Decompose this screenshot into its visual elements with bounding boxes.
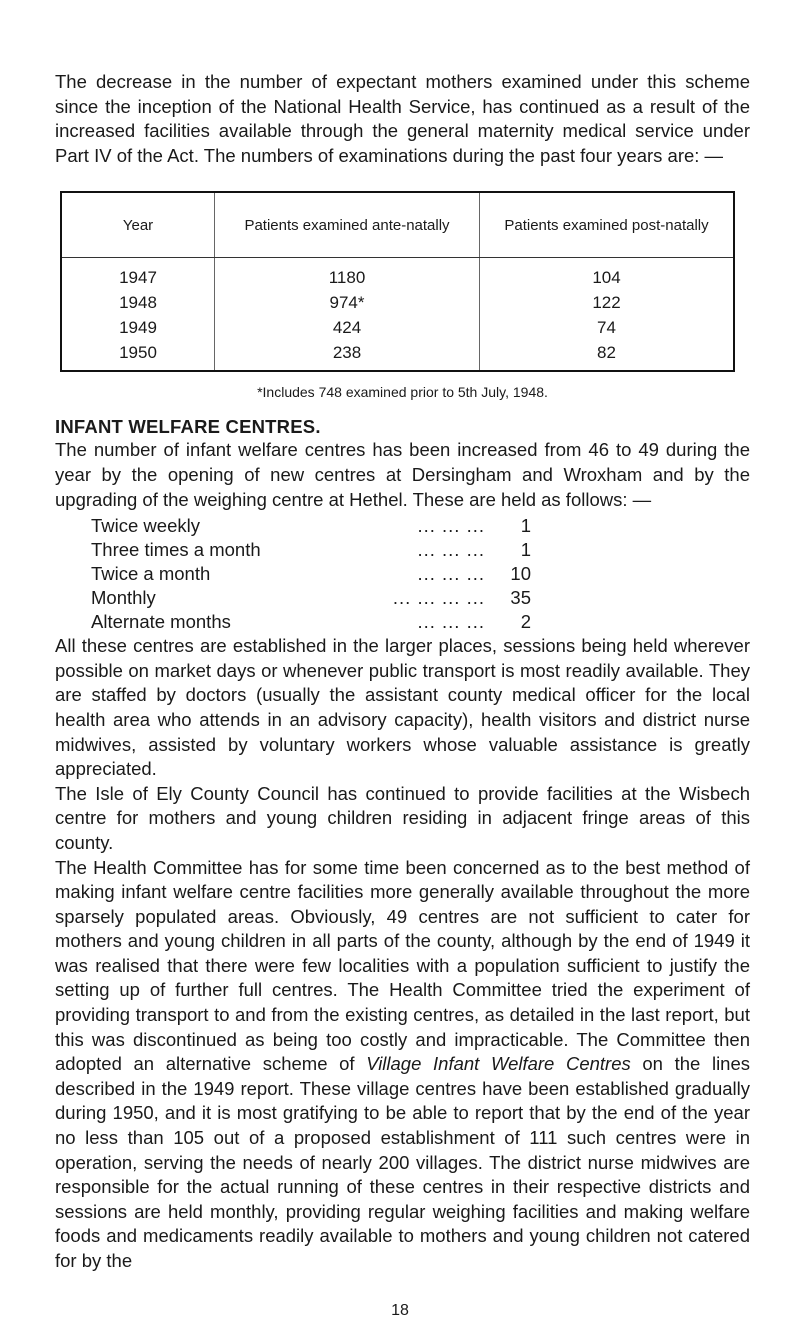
- cell-post: 104: [480, 258, 735, 291]
- intro-paragraph: The decrease in the number of expectant mothers examined under this scheme since the inception of the National Health Service, has continued as a result of the increased facilities available through the general maternity medical service under Part IV of the Act. The numbers of examinations during the past four years are: —: [55, 71, 750, 166]
- schedule-value: 1: [520, 539, 531, 561]
- table-row: [61, 340, 734, 371]
- cell-year: 1950: [119, 343, 157, 363]
- table-row: [61, 315, 734, 340]
- cell-year: 1949: [119, 318, 157, 338]
- schedule-label: Three times a month: [91, 539, 261, 561]
- schedule-row: [91, 586, 531, 610]
- session-schedule: [91, 514, 531, 634]
- cell-ante: 974*: [215, 290, 480, 315]
- schedule-leader: ... ... ... ...: [392, 587, 485, 609]
- examinations-table: [60, 191, 735, 372]
- document-page: [55, 70, 750, 1274]
- table-row: [61, 290, 734, 315]
- committee-text-part-1: The Health Committee has for some time been concerned as to the best method of making infant welfare centre facilities more generally available throughout the more sparsely populated areas. Obviously, 49 centres are not sufficient to cater for mothers and young children in all parts of the county, although by the end of 1949 it was realised that there were few localities with a population sufficient to justify the setting up of further full centres. The Health Committee tried the experiment of providing transport to and from the existing centres, as detailed in the last report, but this was discontinued as being too costly and impracticable. The Committee then adopted an alternative scheme of: [55, 856, 750, 1075]
- header-year: Year: [61, 192, 215, 258]
- health-committee-paragraph: [55, 856, 750, 1274]
- centres-paragraph: The number of infant welfare centres has been increased from 46 to 49 during the year by the opening of new centres at Dersingham and Wroxham and by the upgrading of the weighing centre at Hethel. These are held as follows: —: [55, 439, 750, 510]
- committee-text-part-2: on the lines described in the 1949 report. These village centres have been established gradually during 1950, and it is most gratifying to be able to report that by the end of the year no less than 105 out of a proposed establishment of 111 such centres were in operation, serving the needs of nearly 200 villages. The district nurse midwives are responsible for the actual running of these centres in their respective districts and sessions are held monthly, providing regular weighing facilities and making welfare foods and medicaments readily available to mothers and young children not catered for by the: [55, 1053, 751, 1271]
- schedule-label: Alternate months: [91, 611, 231, 633]
- cell-ante: 238: [215, 340, 480, 371]
- cell-post: 82: [480, 340, 735, 371]
- header-post-natally: Patients examined post-natally: [480, 192, 735, 258]
- cell-post: 122: [480, 290, 735, 315]
- cell-year: 1947: [119, 268, 157, 288]
- schedule-row: [91, 610, 531, 634]
- section-heading: INFANT WELFARE CENTRES.: [55, 416, 321, 438]
- table-header-row: [61, 192, 734, 258]
- page-number: 18: [391, 1302, 409, 1319]
- header-ante-natally: Patients examined ante-natally: [215, 192, 480, 258]
- cell-ante: 424: [215, 315, 480, 340]
- schedule-label: Twice weekly: [91, 515, 200, 537]
- schedule-value: 1: [520, 515, 531, 537]
- schedule-leader: ... ... ...: [417, 515, 485, 537]
- schedule-value: 10: [510, 563, 531, 585]
- table-row: [61, 258, 734, 291]
- schedule-row: [91, 514, 531, 538]
- schedule-label: Twice a month: [91, 563, 211, 585]
- schedule-row: [91, 562, 531, 586]
- schedule-leader: ... ... ...: [417, 611, 485, 633]
- cell-year: 1948: [119, 293, 157, 313]
- cell-ante: 1180: [215, 258, 480, 291]
- schedule-value: 35: [510, 587, 531, 609]
- larger-places-paragraph: All these centres are established in the larger places, sessions being held wherever possible on market days or whenever public transport is most readily available. They are staffed by doctors (usually the assistant county medical officer for the local health area who attends in an advisory capacity), health visitors and district nurse midwives, assisted by voluntary workers whose valuable assistance is greatly appreciated.: [55, 635, 750, 780]
- schedule-leader: ... ... ...: [417, 563, 485, 585]
- schedule-label: Monthly: [91, 587, 156, 609]
- schedule-value: 2: [520, 611, 531, 633]
- table-footnote: *Includes 748 examined prior to 5th July, 1948.: [257, 384, 548, 401]
- village-centres-italic: Village Infant Welfare Centres: [366, 1053, 631, 1075]
- cell-post: 74: [480, 315, 735, 340]
- isle-of-ely-paragraph: The Isle of Ely County Council has continued to provide facilities at the Wisbech centre for mothers and young children residing in adjacent fringe areas of this county.: [55, 782, 750, 853]
- schedule-row: [91, 538, 531, 562]
- schedule-leader: ... ... ...: [417, 539, 485, 561]
